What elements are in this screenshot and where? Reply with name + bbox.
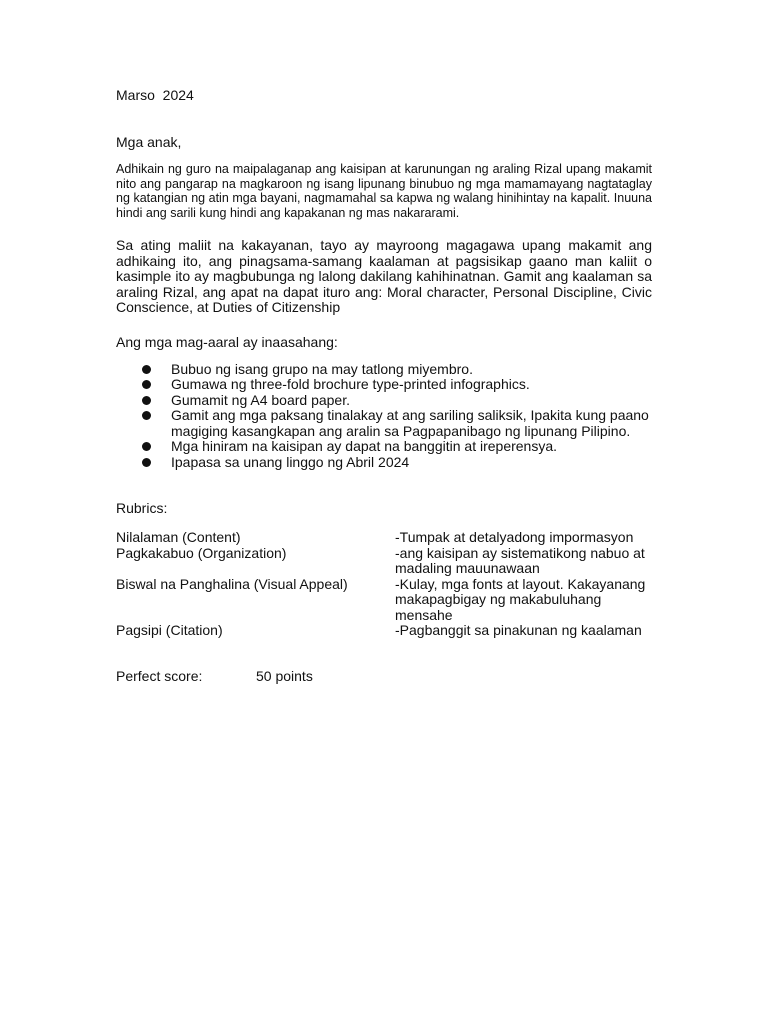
list-item [116,362,652,378]
requirement-text: Gumamit ng A4 board paper. [171,391,350,408]
requirement-text: Gumawa ng three-fold brochure type-printed infographics. [171,376,530,392]
rubric-description: -ang kaisipan ay sistematikong nabuo at madaling mauunawaan [395,544,645,576]
requirement-text: Gamit ang mga paksang tinalakay at ang sariling saliksik, Ipakita kung paano magiging kasangkapan ang aralin sa Pagpapanibago ng lipunang Pilipino. [171,407,649,439]
table-row [116,623,652,639]
list-item [116,393,652,409]
score-value: 50 points [256,667,313,684]
list-item [116,455,652,471]
bullet-icon [142,442,151,451]
bullet-icon [142,411,151,420]
rubrics-title: Rubrics: [116,500,168,516]
expectations-intro: Ang mga mag-aaral ay inaasahang: [116,333,338,350]
requirement-text: Bubuo ng isang grupo na may tatlong miyembro. [171,360,473,377]
list-item [116,408,652,439]
table-row [116,546,652,577]
rubric-description: -Kulay, mga fonts at layout. Kakayanang makapagbigay ng makabuluhang mensahe [395,575,646,623]
rubric-criterion: Nilalaman (Content) [116,529,241,545]
list-item [116,377,652,393]
letter-content [116,87,652,685]
rubric-criterion: Pagkakabuo (Organization) [116,544,287,561]
bullet-icon [142,396,151,405]
table-row [116,577,652,624]
requirements-list [116,362,652,471]
table-row [116,530,652,546]
score-label: Perfect score: [116,667,203,684]
bullet-icon [142,380,151,389]
rubric-description: -Tumpak at detalyadong impormasyon [395,529,634,545]
rubric-criterion: Biswal na Panghalina (Visual Appeal) [116,575,348,592]
list-item [116,439,652,455]
rubric-description: -Pagbanggit sa pinakunan ng kaalaman [395,622,642,638]
rubrics-table [116,530,652,639]
objectives-paragraph: Sa ating maliit na kakayanan, tayo ay mayroong magagawa upang makamit ang adhikaing ito, ang pinagsama-samang kaalaman at pagsisikap gaano man kaliit o kasimple ito ay magbubunga ng lalong dakilang kahihinatnan. Gamit ang kaalaman sa araling Rizal, ang apat na dapat ituro ang: Moral character, Personal Discipline, Civic Conscience, at Duties of Citizenship [116,237,652,315]
bullet-icon [142,458,151,467]
requirement-text: Mga hiniram na kaisipan ay dapat na banggitin at ireperensya. [171,438,558,454]
perfect-score [116,668,652,685]
rubric-criterion: Pagsipi (Citation) [116,622,223,638]
bullet-icon [142,365,151,374]
intro-paragraph: Adhikain ng guro na maipalaganap ang kaisipan at karunungan ng araling Rizal upang makamit nito ang pangarap na magkaroon ng isang lipunang binubuo ng mga mamamayang nagtataglay ng katangian ng atin mga bayani, nagmamahal sa kapwa ng walang hinihintay na kapalit. Inuuna hindi ang sarili kung hindi ang kapakanan ng mas nakararami. [116,162,652,220]
letter-date: Marso 2024 [116,87,194,103]
requirement-text: Ipapasa sa unang linggo ng Abril 2024 [171,453,410,470]
salutation: Mga anak, [116,134,182,150]
